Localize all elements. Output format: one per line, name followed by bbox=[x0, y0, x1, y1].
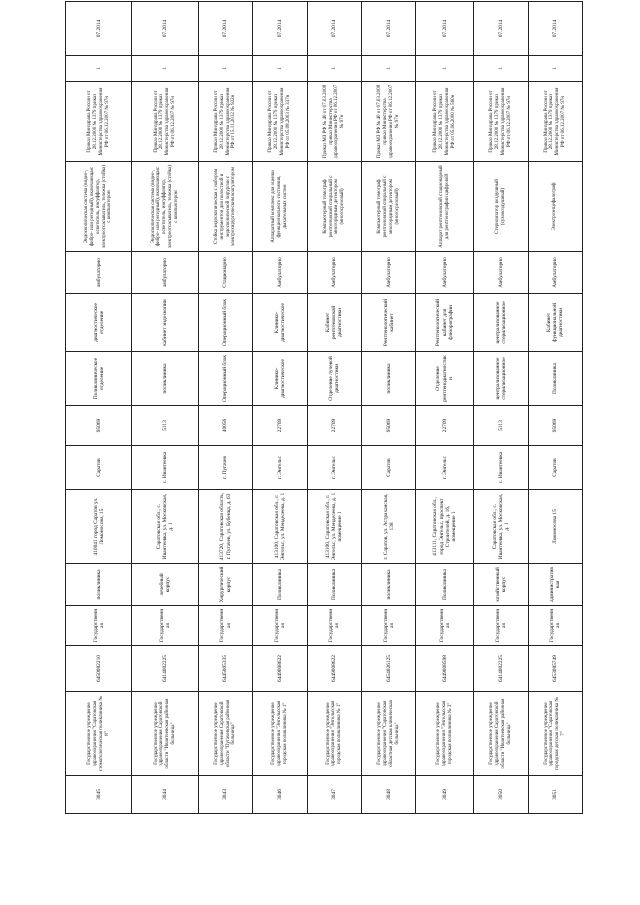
cell-address: г. Саратов, ул. Астраханская, 138 bbox=[362, 490, 416, 564]
table-row bbox=[66, 2, 132, 814]
cell-address: 413100, Саратовская обл., г. Энгельс, ул. Менделеева, д. 1 bbox=[253, 490, 307, 564]
cell-mode: Амбулаторно bbox=[474, 252, 528, 294]
cell-date: 07.2014 bbox=[416, 2, 474, 56]
cell-type: лечебный корпус bbox=[132, 564, 198, 606]
cell-type: административная bbox=[528, 564, 582, 606]
cell-code: 3043 bbox=[198, 776, 252, 814]
cell-qty: 1 bbox=[253, 56, 307, 82]
cell-address: Саратовская обл., с. Ивантеевка, ул. Московская, д. 1 bbox=[132, 490, 198, 564]
cell-date: 07.2014 bbox=[253, 2, 307, 56]
cell-code: 3045 bbox=[66, 776, 132, 814]
cell-date: 07.2014 bbox=[66, 2, 132, 56]
cell-okato: 5113 bbox=[132, 406, 198, 446]
cell-order: Приказ Минздрава России от 28.12.2000 № 1379 приказ Министерства здравоохранения РФ от 06.12.2007 № 97н bbox=[474, 82, 528, 162]
cell-mode: Амбулаторно bbox=[528, 252, 582, 294]
cell-code: 3050 bbox=[474, 776, 528, 814]
cell-address: 413111, Саратовская обл., город Энгельс, проспект Строителей, д. 16, помещение 1 bbox=[416, 490, 474, 564]
cell-qty: 1 bbox=[474, 56, 528, 82]
cell-address: Саратовская обл., с. Ивантеевка, ул. Московская, д. 1 bbox=[474, 490, 528, 564]
cell-date: 07.2014 bbox=[528, 2, 582, 56]
cell-ownership: Государственная bbox=[362, 606, 416, 646]
cell-address: 413720, Саратовская область, г. Пугачев, ул. Бубенца, д. 63 bbox=[198, 490, 252, 564]
cell-name: Государственное учреждение здравоохранения "Саратовская городская детская поликлиника № 7" bbox=[528, 692, 582, 776]
cell-address: Ломоносова 15 bbox=[528, 490, 582, 564]
cell-profile: Рентгенологический кабинет bbox=[362, 294, 416, 352]
cell-name: Государственное учреждение здравоохранения "Саратовская областная детская клиническая больница" bbox=[362, 692, 416, 776]
rotated-table-block bbox=[65, 19, 583, 814]
cell-inn: 6453085749 bbox=[528, 646, 582, 692]
cell-profile: диагностическое отделение bbox=[66, 294, 132, 352]
cell-locality: Саратов bbox=[528, 446, 582, 490]
cell-equipment: Аппарат рентгеновский стационарный для рентгенографии цифровой bbox=[416, 162, 474, 252]
cell-mode: Амбулаторно bbox=[362, 252, 416, 294]
cell-code: 3049 bbox=[416, 776, 474, 814]
cell-type: Хирургический корпус bbox=[198, 564, 252, 606]
cell-profile: Кабинет рентгеновской диагностики bbox=[307, 294, 361, 352]
cell-ownership: Государственная bbox=[474, 606, 528, 646]
table-row bbox=[307, 2, 361, 814]
cell-qty: 1 bbox=[132, 56, 198, 82]
cell-okato: 95069 bbox=[66, 406, 132, 446]
cell-type: хозяйственный корпус bbox=[474, 564, 528, 606]
cell-order: Приказ Минздрава России от 28.12.2000 № 1379 приказ Министерства здравоохранения РФ от 15.11.2012 № 922н bbox=[198, 82, 252, 162]
cell-order: Приказ МЗ РФ № 40 от 07.03.2008 приказ Министерства здравоохранения РФ от 06.12.2007 № 97н bbox=[362, 82, 416, 162]
cell-ownership: Государственная bbox=[198, 606, 252, 646]
cell-unit: Операционный блок bbox=[198, 352, 252, 406]
cell-locality: г. Энгельс bbox=[416, 446, 474, 490]
cell-mode: амбулаторно bbox=[66, 252, 132, 294]
cell-locality: г. Пугачев bbox=[198, 446, 252, 490]
cell-inn: 6449008622 bbox=[253, 646, 307, 692]
table-row bbox=[362, 2, 416, 814]
cell-inn: 6414002225 bbox=[474, 646, 528, 692]
cell-inn: 6449008622 bbox=[307, 646, 361, 692]
table-row bbox=[198, 2, 252, 814]
cell-okato: 95069 bbox=[362, 406, 416, 446]
cell-inn: 6414002225 bbox=[132, 646, 198, 692]
cell-name: Государственное учреждение здравоохранения Саратовской области "Пугачевская районная больница" bbox=[198, 692, 252, 776]
cell-inn: 6450082210 bbox=[66, 646, 132, 692]
cell-unit: Поликлиническое отделение bbox=[66, 352, 132, 406]
cell-date: 07.2014 bbox=[132, 2, 198, 56]
cell-locality: г. Энгельс bbox=[307, 446, 361, 490]
cell-date: 07.2014 bbox=[307, 2, 361, 56]
table-row bbox=[253, 2, 307, 814]
cell-code: 3046 bbox=[253, 776, 307, 814]
cell-profile: централизованное стерилизационное bbox=[474, 294, 528, 352]
cell-qty: 1 bbox=[198, 56, 252, 82]
cell-unit: Поликлиника bbox=[528, 352, 582, 406]
cell-code: 3044 bbox=[132, 776, 198, 814]
cell-unit: централизованное стерилизационное bbox=[474, 352, 528, 406]
cell-inn: 6445005335 bbox=[198, 646, 252, 692]
cell-locality: г. Энгельс bbox=[253, 446, 307, 490]
cell-order: Приказ Минздрава России от 28.12.2000 № 1379 приказ Министерства здравоохранения РФ от 06.12.2007 № 97н bbox=[528, 82, 582, 162]
cell-mode: Стационарно bbox=[198, 252, 252, 294]
cell-okato: 22709 bbox=[253, 406, 307, 446]
cell-type: Поликлиника bbox=[307, 564, 361, 606]
cell-name: Государственное учреждение здравоохранения Саратовской области "Ивантеевская районная больница" bbox=[132, 692, 198, 776]
cell-code: 3047 bbox=[307, 776, 361, 814]
cell-mode: Амбулаторно bbox=[307, 252, 361, 294]
cell-okato: 40056 bbox=[198, 406, 252, 446]
cell-ownership: Государственная bbox=[253, 606, 307, 646]
cell-okato: 5113 bbox=[474, 406, 528, 446]
cell-equipment: Эндоскопическая система (видео-, фибро- или регидный), включающая: осветитель, инсуффлятор, электроотсасыватель, тележка (стойка) с компьютером bbox=[132, 162, 198, 252]
table-row bbox=[416, 2, 474, 814]
cell-order: Приказ Минздрава России от 28.12.2000 № 1379 приказ Министерства здравоохранения РФ от 05.08.2003 № 337н bbox=[253, 82, 307, 162]
cell-order: Приказ Минздрава России от 28.12.2000 № 1379 приказ Министерства здравоохранения РФ от 06.12.2007 № 97н bbox=[66, 82, 132, 162]
cell-unit: поликлиника bbox=[132, 352, 198, 406]
cell-type: Поликлиника bbox=[253, 564, 307, 606]
cell-mode: амбулаторно bbox=[132, 252, 198, 294]
cell-type: поликлиника bbox=[66, 564, 132, 606]
cell-date: 07.2014 bbox=[362, 2, 416, 56]
cell-type: поликлиника bbox=[362, 564, 416, 606]
cell-okato: 22709 bbox=[416, 406, 474, 446]
cell-name: Государственное учреждение здравоохранения "Энгельсская городская поликлиника № 1" bbox=[253, 692, 307, 776]
cell-mode: Амбулаторно bbox=[416, 252, 474, 294]
cell-equipment: Аппаратный комплекс для оценки функционального состояния, дыхательных систем bbox=[253, 162, 307, 252]
cell-okato: 95069 bbox=[528, 406, 582, 446]
cell-locality: Саратов bbox=[362, 446, 416, 490]
cell-equipment: Стерилизатор воздушный (суховоздушный) bbox=[474, 162, 528, 252]
cell-name: Государственное учреждение здравоохранения Саратовской области "Ивантеевская районная больница" bbox=[474, 692, 528, 776]
cell-inn: 6454026125 bbox=[362, 646, 416, 692]
cell-locality: Саратов bbox=[66, 446, 132, 490]
cell-qty: 1 bbox=[307, 56, 361, 82]
cell-equipment: Эндоскопическая система (видео-, фибро- или регидный), включающая: осветитель, инсуффлятор, электроотсасыватель, тележка (стойка) с компьютером bbox=[66, 162, 132, 252]
cell-profile: Кабинет функциональной диагностики bbox=[528, 294, 582, 352]
cell-unit: Клинико-диагностическое bbox=[253, 352, 307, 406]
cell-code: 3051 bbox=[528, 776, 582, 814]
table-row bbox=[528, 2, 582, 814]
cell-qty: 1 bbox=[416, 56, 474, 82]
cell-order: Приказ МЗ РФ № 40 от 07.03.2008 приказ Министерства здравоохранения РФ от 06.12.2007 № 97н bbox=[307, 82, 361, 162]
cell-date: 07.2014 bbox=[474, 2, 528, 56]
cell-name: Государственное учреждение здравоохранения "Энгельсская городская поликлиника № 1" bbox=[307, 692, 361, 776]
cell-code: 3048 bbox=[362, 776, 416, 814]
cell-unit: Отделение лучевой диагностики bbox=[307, 352, 361, 406]
cell-equipment: Компьютерный томограф рентгеновский спиральный с многорядным детектором (многосрезовый) bbox=[362, 162, 416, 252]
cell-ownership: Государственная bbox=[307, 606, 361, 646]
cell-unit: Отделение рентгенодиагностики bbox=[416, 352, 474, 406]
cell-locality: с. Ивантеевка bbox=[474, 446, 528, 490]
equipment-table bbox=[65, 1, 583, 814]
cell-profile: Рентгенологический кабинет для флюорографии bbox=[416, 294, 474, 352]
cell-address: 413100, Саратовская обл., г. Энгельс, ул. Менделеева, д. 1 помещение 1 bbox=[307, 490, 361, 564]
table-row bbox=[474, 2, 528, 814]
cell-inn: 6449008598 bbox=[416, 646, 474, 692]
cell-profile: Клинико-диагностическое bbox=[253, 294, 307, 352]
cell-ownership: Государственная bbox=[132, 606, 198, 646]
cell-name: Государственное учреждение здравоохранения "Энгельсская городская поликлиника № 3" bbox=[416, 692, 474, 776]
cell-qty: 1 bbox=[528, 56, 582, 82]
cell-date: 07.2014 bbox=[198, 2, 252, 56]
cell-type: Поликлиника bbox=[416, 564, 474, 606]
cell-qty: 1 bbox=[66, 56, 132, 82]
cell-equipment: Компьютерный томограф рентгеновский спиральный с многорядным детектором (многосрезовый) bbox=[307, 162, 361, 252]
cell-equipment: Электроэнцефалограф bbox=[528, 162, 582, 252]
cell-mode: Амбулаторно bbox=[253, 252, 307, 294]
cell-order: Приказ Минздрава России от 28.12.2000 № 1379 приказ Министерства здравоохранения РФ от 06.12.2007 № 97н bbox=[132, 82, 198, 162]
cell-equipment: Стойка эндоскопическая с набором инструментов для полостной и эндоскопической хирургии с электрохирургическим коагулятором bbox=[198, 162, 252, 252]
cell-qty: 1 bbox=[362, 56, 416, 82]
table-row bbox=[132, 2, 198, 814]
cell-ownership: Государственная bbox=[528, 606, 582, 646]
cell-locality: с. Ивантеевка bbox=[132, 446, 198, 490]
cell-ownership: Государственная bbox=[66, 606, 132, 646]
cell-profile: Операционный блок bbox=[198, 294, 252, 352]
cell-name: Государственное учреждение здравоохранения "Саратовская стоматологическая поликлиника № 8" bbox=[66, 692, 132, 776]
cell-address: 410041 город Саратов ул. Ломоносова, 15 bbox=[66, 490, 132, 564]
cell-okato: 22709 bbox=[307, 406, 361, 446]
cell-order: Приказ Минздрава России от 28.12.2000 № 1379 приказ Министерства здравоохранения РФ от 05.06.2000 № 560н bbox=[416, 82, 474, 162]
cell-profile: кабинет эндоскопии bbox=[132, 294, 198, 352]
cell-ownership: Государственная bbox=[416, 606, 474, 646]
cell-unit: поликлиника bbox=[362, 352, 416, 406]
